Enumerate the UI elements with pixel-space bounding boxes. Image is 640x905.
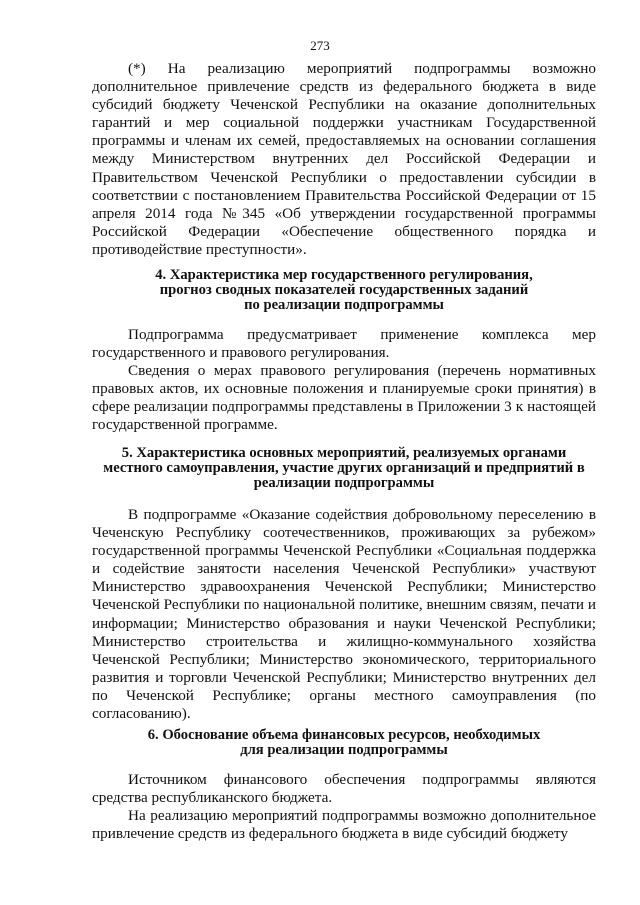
section-4-heading xyxy=(92,268,596,313)
section-5-body xyxy=(92,506,596,723)
note-paragraph: (*) На реализацию мероприятий подпрограммы возможно дополнительное привлечение средств из федерального бюджета в виде субсидий бюджету Чеченской Республики на оказание дополнительных гарантий и мер социальной поддержки участникам Государственной программы и членам их семей, предоставляемых на основании соглашения между Министерством внутренних дел Российской Федерации и Правительством Чеченской Республики о предоставлении субсидии в соответствии с постановлением Правительства Российской Федерации от 15 апреля 2014 года №345 «Об утверждении государственной программы Российской Федерации «Обеспечение общественного порядка и противодействие преступности». xyxy=(92,60,596,258)
section-4-body xyxy=(92,326,596,435)
paragraph: Подпрограмма предусматривает применение комплекса мер государственного и правового регулирования. xyxy=(92,326,596,362)
paragraph: На реализацию мероприятий подпрограммы возможно дополнительное привлечение средств из федерального бюджета в виде субсидий бюджету xyxy=(92,807,596,843)
paragraph: Источником финансового обеспечения подпрограммы являются средства республиканского бюджета. xyxy=(92,771,596,807)
heading-line: 4. Характеристика мер государственного регулирования, xyxy=(155,267,533,283)
heading-line: 6. Обоснование объема финансовых ресурсов, необходимых xyxy=(147,727,541,743)
note-block xyxy=(92,60,596,259)
heading-line: прогноз сводных показателей государственных заданий xyxy=(159,282,529,298)
paragraph: Сведения о мерах правового регулирования (перечень нормативных правовых актов, их основные положения и планируемые сроки принятия) в сфере реализации подпрограммы представлены в Приложении 3 к настоящей государственной программе. xyxy=(92,362,596,434)
heading-line: местного самоуправления, участие других организаций и предприятий в xyxy=(103,460,585,476)
heading-line: реализации подпрограммы xyxy=(253,475,435,491)
heading-line: по реализации подпрограммы xyxy=(244,297,444,313)
section-5-heading xyxy=(92,446,596,491)
heading-line: для реализации подпрограммы xyxy=(240,742,448,758)
section-6-heading xyxy=(92,728,596,758)
section-6-body xyxy=(92,771,596,843)
paragraph: В подпрограмме «Оказание содействия добровольному переселению в Чеченскую Республику соотечественников, проживающих за рубежом» государственной программы Чеченской Республики «Социальная поддержка и содействие занятости населения Чеченской Республики» участвуют Министерство здравоохранения Чеченской Республики; Министерство Чеченской Республики по национальной политике, внешним связям, печати и информации; Министерство образования и науки Чеченской Республики; Министерство строительства и жилищно-коммунального хозяйства Чеченской Республики; Министерство экономического, территориального развития и торговли Чеченской Республики; Министерство внутренних дел по Чеченской Республике; органы местного самоуправления (по согласованию). xyxy=(92,506,596,723)
heading-line: 5. Характеристика основных мероприятий, реализуемых органами xyxy=(121,445,567,461)
page-number: 273 xyxy=(310,38,330,53)
